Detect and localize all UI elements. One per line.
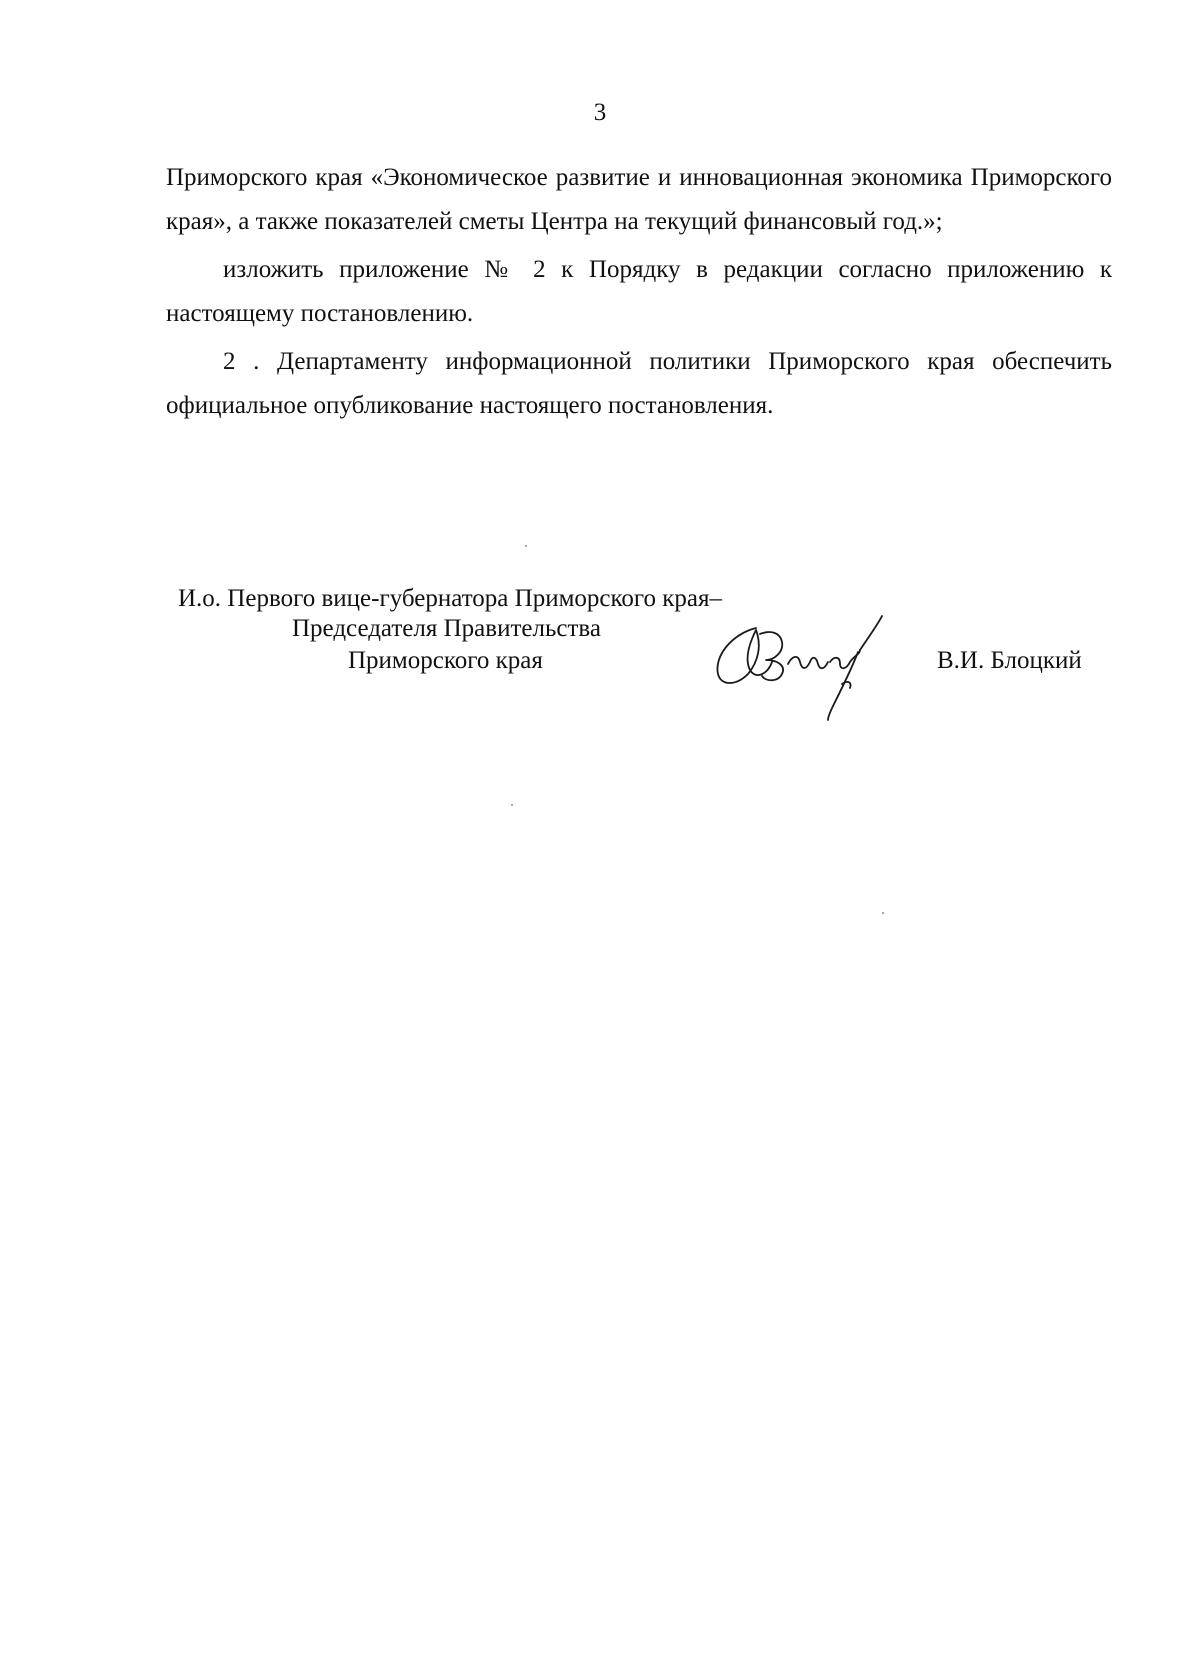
signer-name: В.И. Блоцкий xyxy=(937,647,1082,674)
paragraph-publication-order: 2 . Департаменту информационной политики Приморского края обеспечить официальное опубликование настоящего постановления. xyxy=(166,348,1112,419)
scan-speck xyxy=(882,912,884,914)
scan-speck xyxy=(511,804,513,806)
paragraph-appendix-amendment: изложить приложение № 2 к Порядку в редакции согласно приложению к настоящему постановлению. xyxy=(166,256,1112,327)
document-body xyxy=(166,156,1112,432)
scan-speck xyxy=(525,545,527,547)
handwritten-signature xyxy=(710,612,920,722)
signer-title-line-1: И.о. Первого вице-губернатора Приморского края– xyxy=(178,585,722,612)
page-number: 3 xyxy=(593,99,607,126)
paragraph-continuation: Приморского края «Экономическое развитие и инновационная экономика Приморского края», а также показателей сметы Центра на текущий финансовый год.»; xyxy=(166,164,1112,235)
signer-title-line-2: Председателя Правительства xyxy=(292,615,601,642)
signer-title-line-3: Приморского края xyxy=(348,647,543,674)
